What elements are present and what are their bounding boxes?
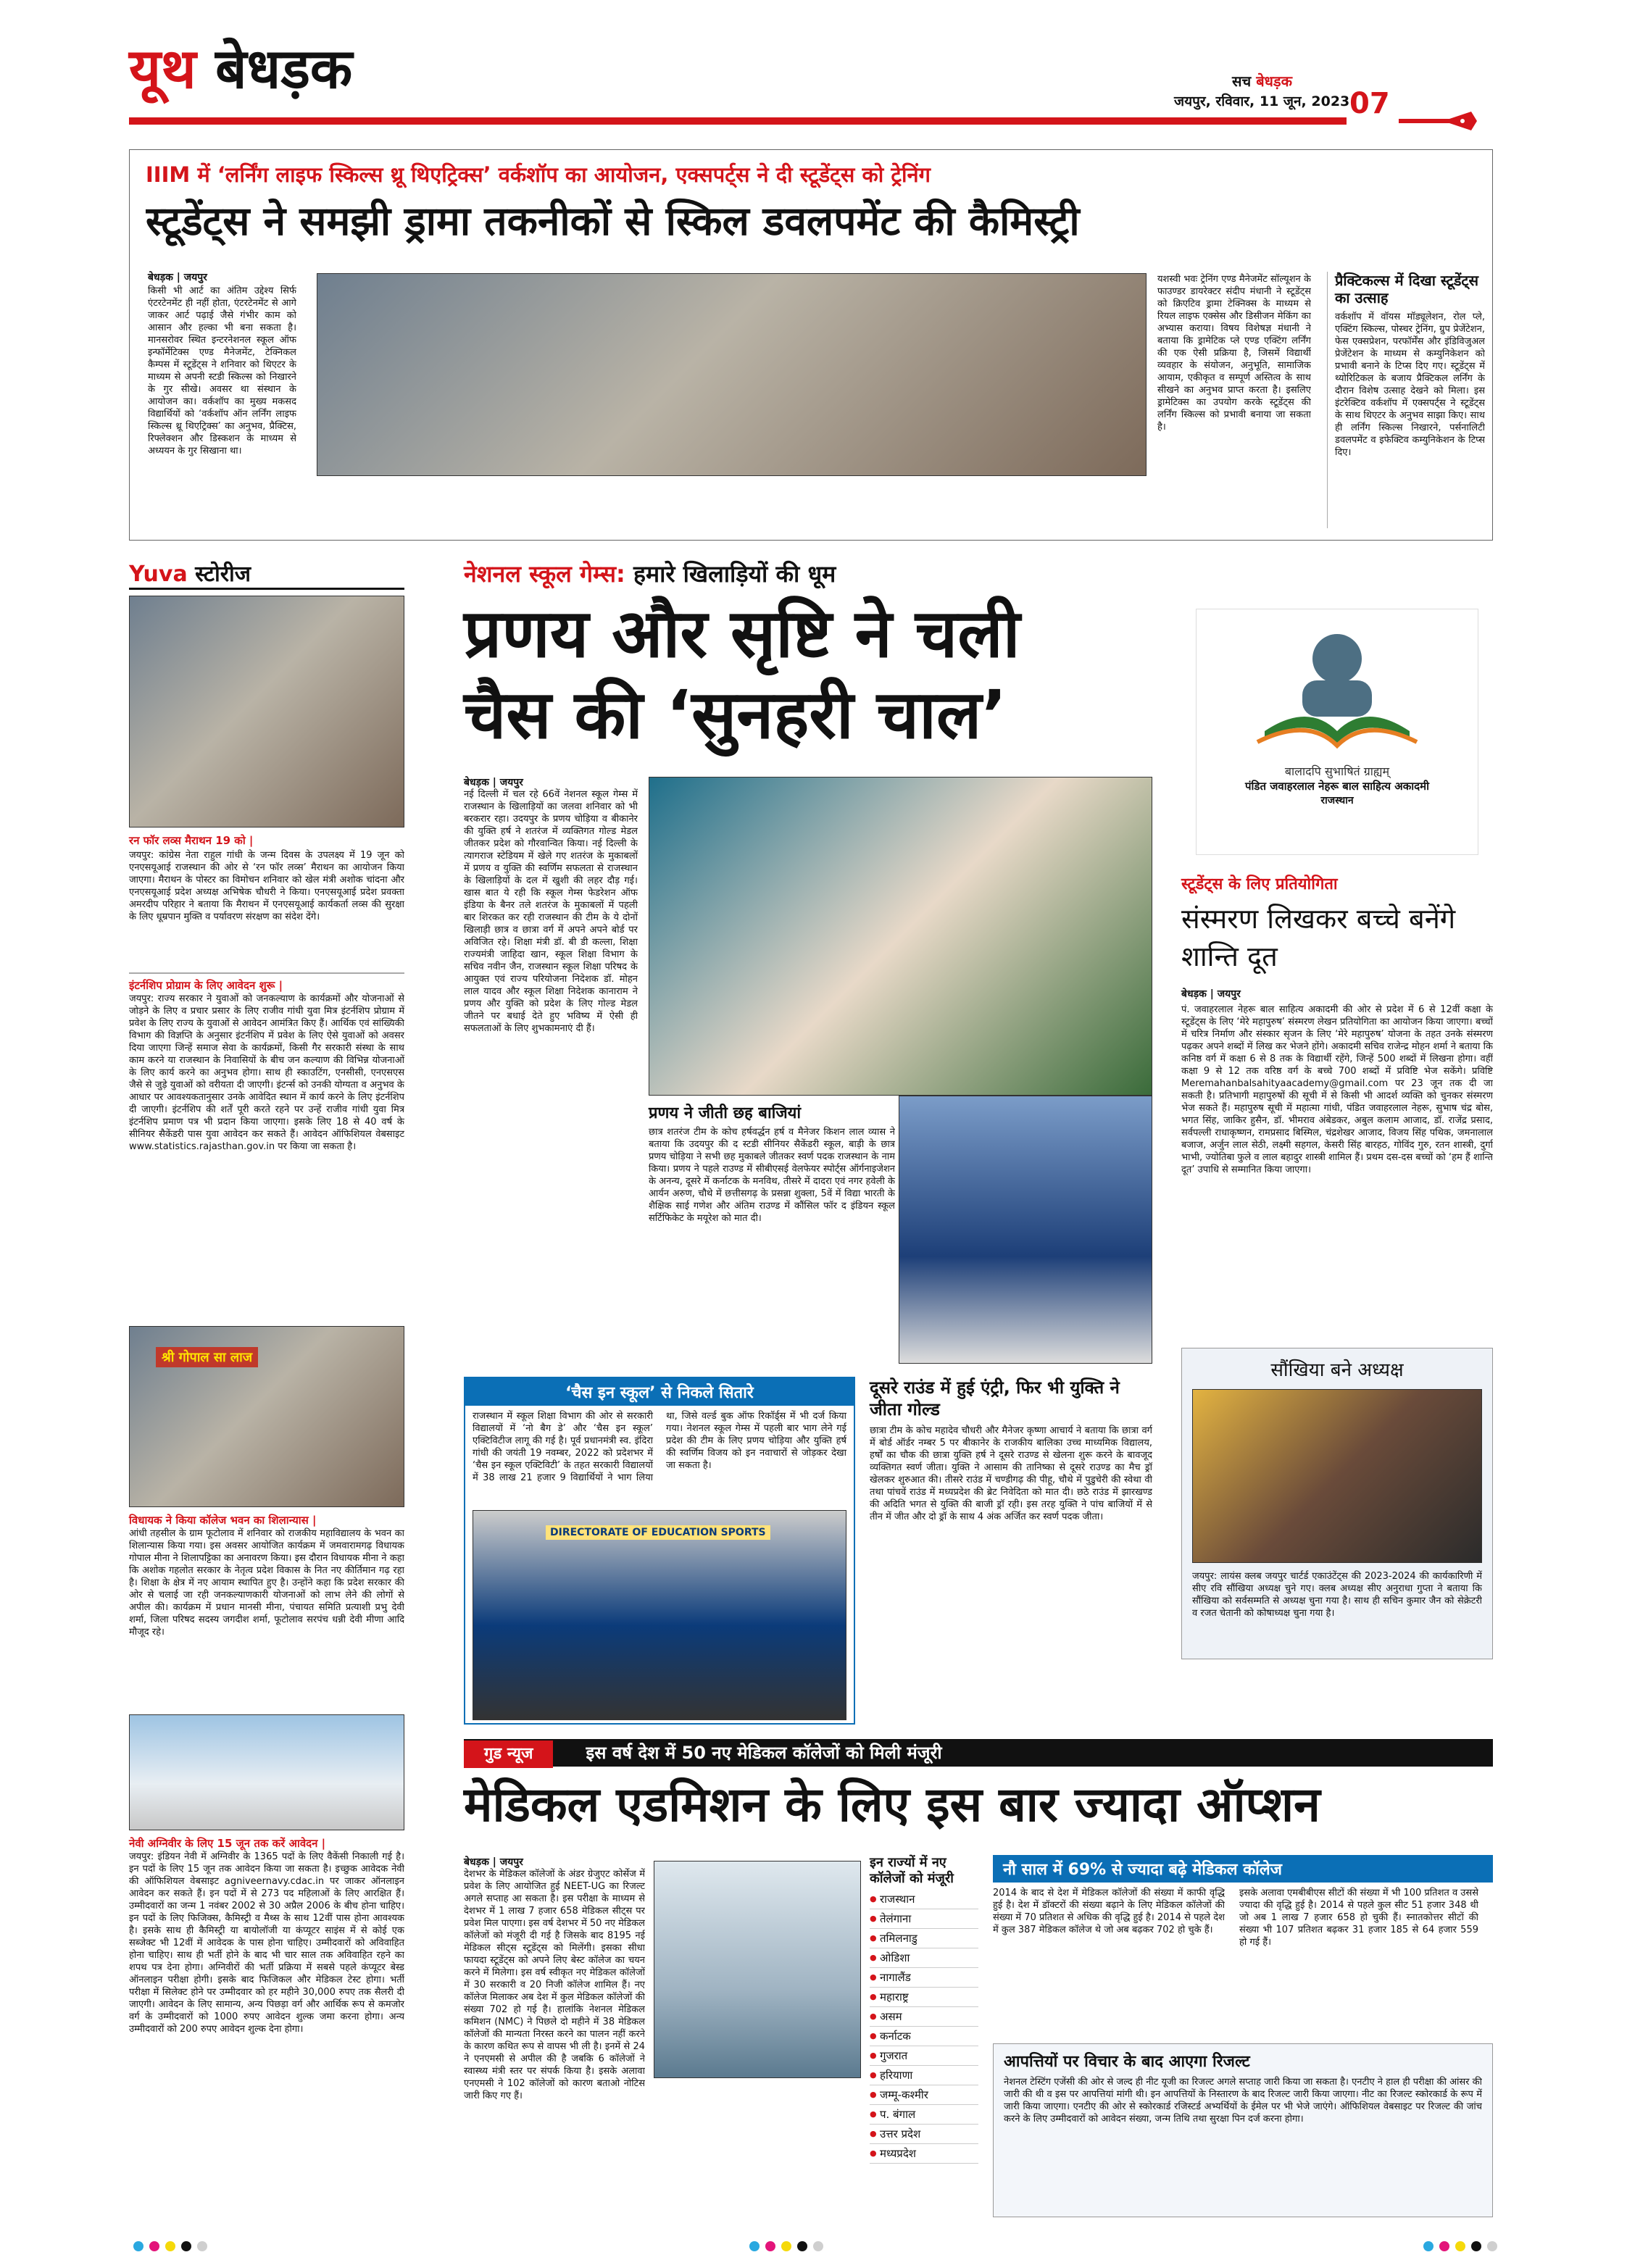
yuva-stories	[129, 558, 404, 2221]
academy-logo	[1196, 609, 1478, 855]
pranay-box	[649, 1096, 895, 1365]
marathon-text: जयपुर: कांग्रेस नेता राहुल गांधी के जन्म दिवस के उपलक्ष्य में 19 जून को एनएसयूआई राजस्थान की ओर से ‘रन फॉर लव्स’ मैराथन का आयोजन किया जाएगा। मैराथन के पोस्टर का विमोचन शनिवार को खेल मंत्री अशोक चांदना और एनएसयूआई प्रदेश अध्यक्ष अभिषेक चौधरी ने किया। एनएसयूआई प्रदेश प्रवक्ता अमरदीप परिहार ने बताया कि मैराथन में एनएसयूआई कार्यकर्ता लव्स की सुरक्षा के लिए धूम्रपान मुक्ति व पर्यावरण संरक्षण का संदेश देंगे।	[129, 850, 404, 922]
college-head: विधायक ने किया कॉलेज भवन का शिलान्यास |	[129, 1514, 317, 1527]
marathon-photo	[129, 596, 404, 827]
state-item: ● प. बंगाल	[870, 2105, 978, 2125]
page-number: 07	[1349, 87, 1390, 120]
good-news-strap	[464, 1739, 1493, 1767]
chess-headline-1: प्रणय और सृष्टि ने चली	[464, 595, 1020, 672]
yukti-head: दूसरे राउंड में हुई एंट्री, फिर भी युक्ति ने जीता गोल्ड	[870, 1377, 1120, 1419]
state-item: ● कर्नाटक	[870, 2027, 978, 2046]
chess-body: नई दिल्ली में चल रहे 66वें नेशनल स्कूल गेम्स में राजस्थान के खिलाड़ियों का जलवा शनिवार को भी बरकरार रहा। उदयपुर के प्रणय चोड़िया व बीकानेर की युक्ति हर्ष ने शतरंज में व्यक्तिगत गोल्ड मेडल जीतकर प्रदेश को गौरवान्वित किया। नई दिल्ली के त्यागराज स्टेडियम में खेले गए शतरंज के मुकाबलों में प्रणय व युक्ति की स्वर्णिम सफलता से राजस्थान के खिलाड़ियों के दल में खुशी की लहर दौड़ गई। खास बात ये रही कि स्कूल गेम्स फेडरेशन ऑफ इंडिया के बैनर तले शतरंज के मुकाबलों में पहली बार शिरकत कर रही राजस्थान की टीम के ये दोनों खिलाड़ी छात्र व छात्रा वर्ग में अपने अपने बोर्ड पर अविजित रहे। शिक्षा मंत्री डॉ. बी डी कल्ला, शिक्षा राज्यमंत्री जाहिदा खान, स्कूल शिक्षा विभाग के सचिव नवीन जैन, राजस्थान स्कूल शिक्षा परिषद के आयुक्त एवं राज्य परियोजना निदेशक डॉ. मोहन लाल यादव और स्कूल शिक्षा निदेशक कानाराम ने प्रणय और युक्ति को प्रदेश के लिए गोल्ड मेडल जीतने पर बधाई देते हुए भविष्य में ऐसी ही सफलताओं के लिए शुभकामनाएं दी हैं।	[464, 789, 638, 1034]
registration-marks-right	[1420, 2240, 1500, 2254]
nine-years-head: नौ साल में 69% से ज्यादा बढ़े मेडिकल कॉलेज	[993, 1855, 1493, 1883]
sansmaran-kicker: स्टूडेंट्स के लिए प्रतियोगिता	[1181, 875, 1338, 893]
yuva-stories-label: स्टोरीज	[195, 562, 251, 587]
result-box	[993, 2043, 1493, 2217]
navy-text: जयपुर: इंडियन नेवी में अग्निवीर के 1365 पदों के लिए वैकेंसी निकाली गई है। इन पदों के लिए 15 जून तक आवेदन किया जा सकता है। इच्छुक आवेदक नेवी की ऑफिशियल वेबसाइट agniveernavy.cdac.in पर जाकर ऑनलाइन आवेदन कर सकते हैं। इन पदों में से 273 पद महिलाओं के लिए आरक्षित हैं। उम्मीदवारों का जन्म 1 नवंबर 2002 से 30 अप्रैल 2006 के बीच होना चाहिए। इन पदों के लिए फिजिक्स, कैमिस्ट्री व मैथ्स के साथ 12वीं पास होना आवश्यक है। इसके साथ ही कैमिस्ट्री या बायोलॉजी या कंप्यूटर साइंस में से कोई एक सब्जेक्ट भी 12वीं में आवेदक के पास होना चाहिए। उम्मीदवारों को अविवाहित होना चाहिए। साथ ही भर्ती होने के बाद भी चार साल तक अविवाहित रहने का शपथ पत्र देना होगा। अग्निवीरों की भर्ती प्रक्रिया में सबसे पहले कंप्यूटर बेस्ड ऑनलाइन परीक्षा होगी। इसके बाद फिजिकल और मेडिकल टेस्ट होगा। भर्ती परीक्षा में सिलेक्ट होने पर उम्मीदवार को हर महीने 30,000 रुपए तक सैलरी दी जाएगी। आवेदन के लिए सामान्य, अन्य पिछड़ा वर्ग और आर्थिक रूप से कमजोर वर्ग के उम्मीदवारों को 1000 रुपए आवेदन शुल्क जमा करना होगा। अन्य उम्मीदवारों को 200 रुपए आवेदन शुल्क देना होगा।	[129, 1851, 404, 2035]
iiim-headline: स्टूडेंट्स ने समझी ड्रामा तकनीकों से स्किल डवलपमेंट की कैमिस्ट्री	[146, 198, 1080, 244]
registration-dot	[1439, 2241, 1449, 2251]
chess-byline: बेधड़क | जयपुर	[464, 777, 523, 788]
college-foundation-photo	[129, 1326, 404, 1507]
academy-state: राजस्थान	[1320, 795, 1354, 806]
sansmaran-byline: बेधड़क | जयपुर	[1181, 988, 1241, 1000]
sach-bedhadak-logo: सच बेधड़क	[1232, 72, 1292, 90]
book-reader-icon	[1236, 622, 1439, 760]
saukhiya-photo	[1192, 1389, 1482, 1563]
sansmaran-headline: संस्मरण लिखकर बच्चे बनेंगे शान्ति दूत	[1181, 903, 1456, 972]
medal-winners-photo	[899, 1096, 1152, 1364]
masthead-brand	[129, 36, 352, 101]
state-item: ● राजस्थान	[870, 1890, 978, 1909]
result-text: नेशनल टेस्टिंग एजेंसी की ओर से जल्द ही नीट यूजी का रिजल्ट अगले सप्ताह जारी किया जा सकता है। एनटीए ने हाल ही परीक्षा की आंसर की जारी की थी व इस पर आपत्तियां मांगी थी। इन आपत्तियों के निस्तारण के बाद रिजल्ट जारी किया जाएगा। नीट का रिजल्ट स्कोरकार्ड के रूप में जारी किया जाएगा। एनटीए की ओर से स्कोरकार्ड रजिस्टर्ड अभ्यर्थियों के ईमेल पर भी भेजे जाएंगे। ऑफिशियल वेबसाइट पर रिजल्ट की जांच करने के लिए उम्मीदवारों को आवेदन संख्या, जन्म तिथि तथा सुरक्षा पिन दर्ज करना होगा।	[1004, 2077, 1482, 2125]
chess-kicker	[464, 558, 1152, 589]
registration-dot	[797, 2241, 807, 2251]
yukti-box	[870, 1377, 1152, 1725]
nine-years-col1: 2014 के बाद से देश में मेडिकल कॉलेजों की संख्या में काफी वृद्धि हुई है। देश में डॉक्टरों की संख्या बढ़ाने के लिए मेडिकल कॉलेजों की संख्या में 70 प्रतिशत से अधिक की वृद्धि हुई है। 2014 से पहले देश में कुल 387 मेडिकल कॉलेज थे जो अब बढ़कर 702 हो चुके हैं।	[993, 1888, 1225, 1935]
college-text: आंधी तहसील के ग्राम फूटोलाव में शनिवार को राजकीय महाविद्यालय के भवन का शिलान्यास किया गया। इस अवसर आयोजित कार्यक्रम में जमवारामगढ़ विधायक गोपाल मीना ने शिलापट्टिका का अनावरण किया। इस दौरान विधायक मीना ने कहा कि अशोक गहलोत सरकार के नेतृत्व प्रदेश विकास के नित नए कीर्तिमान गढ़ रहा है। शिक्षा के क्षेत्र में नए आयाम स्थापित हुए है। उन्होंने कहा कि प्रदेश सरकार की ओर से चलाई जा रही जनकल्याणकारी योजनाओं को लाभ लेने की लोगों से अपील की। कार्यक्रम में प्रधान मानसी मीना, पंचायत समिति प्रत्याशी प्रभु देवी शर्मा, जिला परिषद सदस्य जगदीश शर्मा, फूटोलाव सरपंच धन्नी देवी मीणा आदि मौजूद रहे।	[129, 1528, 404, 1638]
good-news-tag: गुड न्यूज	[464, 1740, 553, 1768]
navy-head: नेवी अग्निवीर के लिए 15 जून तक करें आवेदन |	[129, 1837, 326, 1850]
registration-dot	[781, 2241, 791, 2251]
iiim-group-photo	[317, 273, 1147, 476]
registration-dot	[1471, 2241, 1481, 2251]
registration-dot	[197, 2241, 207, 2251]
iiim-side-head: प्रैक्टिकल्स में दिखा स्टूडेंट्स का उत्साह	[1335, 272, 1479, 307]
iiim-kicker: IIIM में ‘लर्निंग लाइफ स्किल्स थ्रू थिएट्रिक्स’ वर्कशॉप का आयोजन, एक्सपर्ट्स ने दी स्टूडेंट्स को ट्रेनिंग	[146, 162, 931, 187]
registration-dot	[765, 2241, 775, 2251]
chess-kicker-a: नेशनल स्कूल गेम्स:	[464, 560, 625, 588]
chess-kicker-b: हमारे खिलाड़ियों की धूम	[633, 560, 836, 588]
internship-text: जयपुर: राज्य सरकार ने युवाओं को जनकल्याण के कार्यक्रमों और योजनाओं से जोड़ने के लिए व प्रचार प्रसार के लिए राजीव गांधी युवा मित्र इंटर्नशिप प्रोग्राम में प्रवेश के लिए राज्य के युवाओं से आवेदन आमंत्रित किए हैं। आर्थिक एवं सांख्यिकी विभाग की विज्ञप्ति के अनुसार इंटर्नशिप में प्रवेश के लिए ऐसे युवाओं को अवसर दिया जाएगा जिन्हें समाज सेवा के कार्यक्रमों, किसी गैर सरकारी संस्था के साथ काम करने या राजस्थान के निवासियों के बीच जन कल्याण की विभिन्न योजनाओं के लिए कार्य करने का अनुभव होगा। साथ ही स्काउटिंग, एनसीसी, एनएसएस जैसे से जुड़े युवाओं को वरीयता दी जाएगी। इंटर्न्स को उनकी योग्यता व अनुभव के आधार पर आवश्यकतानुसार उनके आवेदित स्थान में कार्य करने के लिए इंटर्नशिप दी जाएगी। इंटर्नशिप की शर्तें पूरी करते रहने पर उन्हें राजीव गांधी युवा मित्र इंटर्नशिप प्रमाण पत्र भी प्रदान किया जाएगा। इसके लिए 18 से 40 वर्ष के सीनियर सैकेंडरी पास युवा आवेदन कर सकते हैं। आवेदन ऑफिशियल वेबसाइट www.statistics.rajasthan.gov.in पर किया जा सकता है।	[129, 993, 404, 1152]
saukhiya-headline: सौंखिया बने अध्यक्ष	[1270, 1359, 1404, 1381]
medical-text: देशभर के मेडिकल कॉलेजों के अंडर ग्रेजुएट कोर्सेज में प्रवेश के लिए आयोजित हुई NEET-UG का रिजल्ट अगले सप्ताह आ सकता है। इस परीक्षा के माध्यम से देशभर में 1 लाख 7 हजार 658 मेडिकल सीट्स पर प्रवेश मिल पाएगा। इस वर्ष देशभर में 50 नए मेडिकल कॉलेजों को मंजूरी दी गई है जिसके बाद 8195 नई मेडिकल सीट्स स्टूडेंट्स को मिलेंगी। इसका सीधा फायदा स्टूडेंट्स को अपने लिए बेस्ट कॉलेज का चयन करने में मिलेगा। इस वर्ष स्वीकृत नए मेडिकल कॉलेजों में 30 सरकारी व 20 निजी कॉलेज शामिल हैं। नए कॉलेज मिलाकर अब देश में कुल मेडिकल कॉलेजों की संख्या 702 हो गई है। हालांकि नेशनल मेडिकल कमिशन (NMC) ने पिछले दो महीने में 38 मेडिकल कॉलेजों की मान्यता निरस्त करने का पालन नहीं करने के कारण कथित रूप से वापस भी ली है। इनमें से 24 ने एनएमसी से अपील की है जबकि 6 कॉलेजों ने स्वास्थ्य मंत्री स्तर पर संपर्क किया है। इसके अलावा एनएमसी ने 102 कॉलेजों को कारण बताओ नोटिस जारी किए गए हैं।	[464, 1869, 645, 2101]
iiim-body-col2: यशस्वी भवः ट्रेनिंग एण्ड मैनेजमेंट सॉल्यूशन के फाउण्डर डायरेक्टर संदीप मंधानी ने स्टूडेंट्स को क्रिएटिव ड्रामा टेक्निक्स के माध्यम से रियल लाइफ एक्सेस और डिसीजन मेकिंग का अभ्यास कराया। विषय विशेषज्ञ मंधानी ने बताया कि ड्रामेटिक प्ले एण्ड एक्टिंग लर्निंग की एक ऐसी प्रक्रिया है, जिसमें विद्यार्थी व्यवहार के संयोजन, अनुभूति, सामाजिक आयाम, एकीकृत व सम्पूर्ण अस्तित्व के साथ सीखने का अनुभव प्राप्त करता है। इसलिए ड्रामेटिक्स का उपयोग करके स्टूडेंट्स की लर्निंग स्किल्स को प्रभावी बनाया जा सकता है।	[1157, 274, 1311, 433]
state-item: ● ओडिशा	[870, 1948, 978, 1968]
registration-dot	[813, 2241, 823, 2251]
chess-in-school-text: राजस्थान में स्कूल शिक्षा विभाग की ओर से सरकारी विद्यालयों में ‘नो बैग डे’ और ‘चैस इन स्कूल’ एक्टिविटीज लागू की गई है। पूर्व प्रधानमंत्री स्व. इंदिरा गांधी की जयंती 19 नवम्बर, 2022 को प्रदेशभर में ‘चैस इन स्कूल एक्टिविटी’ के तहत सरकारी विद्यालयों में 38 लाख 21 हजार 9 विद्यार्थियों ने भाग लिया था, जिसे वर्ल्ड बुक ऑफ रिकॉर्ड्स में भी दर्ज किया गया। नेशनल स्कूल गेम्स में पहली बार भाग लेने गई प्रदेश की टीम के लिए प्रणय चोड़िया और युक्ति हर्ष की स्वर्णिम विजय को इन नवाचारों से जोड़कर देखा जा सकता है।	[473, 1411, 846, 1483]
nine-years-col2: इसके अलावा एमबीबीएस सीटों की संख्या में भी 100 प्रतिशत व उससे ज्यादा की वृद्धि हुई है। 2014 से पहले कुल सीट 51 हजार 348 थी जो अब 1 लाख 7 हजार 658 हो चुकी हैं। स्नातकोत्तर सीटों की संख्या भी 107 प्रतिशत बढ़कर 31 हजार 185 से 64 हजार 559 हो गई हैं।	[1239, 1888, 1478, 1948]
states-box	[870, 1855, 978, 2217]
registration-dot	[1487, 2241, 1497, 2251]
iiim-side-box	[1327, 272, 1485, 528]
state-item: ● जम्मू-कश्मीर	[870, 2085, 978, 2105]
states-list	[870, 1890, 978, 2164]
internship-head: इंटर्नशिप प्रोग्राम के लिए आवेदन शुरू |	[129, 979, 283, 992]
registration-marks-left	[130, 2240, 210, 2254]
registration-dot	[133, 2241, 143, 2251]
academy-tagline: बालादपि सुभाषितं ग्राह्यम्	[1284, 764, 1390, 778]
iiim-story	[129, 149, 1493, 541]
iiim-body-col1: किसी भी आर्ट का अंतिम उद्देश्य सिर्फ एंटरटेनमेंट ही नहीं होता, एंटरटेनमेंट से आगे जाकर आर्ट पढ़ाई जैसे गंभीर काम को आसान और हल्का भी बना सकता है। मानसरोवर स्थित इन्टरनेशनल स्कूल ऑफ इन्फॉर्मेटिक्स एण्ड मैनेजमेंट, टेक्निकल कैम्पस में स्टूडेंट्स ने शनिवार को थिएटर के माध्यम से अपनी स्टडी स्किल्स को निखारने के गुर सीखे। अवसर था संस्थान के आयोजन का। वर्कशॉप का मुख्य मकसद विद्यार्थियों को ‘वर्कशॉप ऑन लर्निंग लाइफ स्किल्स थ्रू थिएट्रिक्स’ का अनुभव, प्रैक्टिस, रिफ्लेक्शन और डिस्कशन के माध्यम से अध्ययन के गुर सिखाना था।	[148, 285, 296, 456]
internship-box	[129, 972, 404, 1316]
registration-dot	[149, 2241, 159, 2251]
state-item: ● महाराष्ट्र	[870, 1988, 978, 2007]
nine-years-box	[993, 1855, 1493, 2033]
state-item: ● उत्तर प्रदेश	[870, 2125, 978, 2144]
directorate-banner: DIRECTORATE OF EDUCATION SPORTS	[546, 1525, 770, 1540]
chess-headline-2: चैस की ‘सुनहरी चाल’	[464, 676, 1007, 754]
saukhiya-box	[1181, 1348, 1493, 1659]
state-item: ● हरियाणा	[870, 2066, 978, 2085]
result-head: आपत्तियों पर विचार के बाद आएगा रिजल्ट	[1004, 2053, 1250, 2071]
registration-dot	[165, 2241, 175, 2251]
marathon-head: रन फॉर लव्स मैराथन 19 को |	[129, 834, 254, 847]
iiim-side-text: वर्कशॉप में वॉयस मॉड्यूलेशन, रोल प्ले, एक्टिंग स्किल्स, पोस्चर ट्रेनिंग, ग्रुप प्रेजेंटेशन, फेस एक्सप्रेशन, परफॉर्मेंस और इंडिविजुअल प्रेजेंटेशन के माध्यम से कम्युनिकेशन को प्रभावी बनाने के टिप्स दिए गए। स्टूडेंट्स में थ्योरिटिकल के बजाय प्रैक्टिकल लर्निंग के दौरान विशेष उत्साह देखने को मिला। इस इंटरेक्टिव वर्कशॉप में एक्सपर्ट्स ने स्टूडेंट्स के साथ थिएटर के अनुभव साझा किए। साथ ही लर्निंग स्किल्स निखारने, पर्सनालिटी डवलपमेंट व इफेक्टिव कम्युनिकेशन के टिप्स दिए।	[1335, 312, 1485, 458]
yuva-title	[129, 558, 404, 590]
registration-dot	[1423, 2241, 1433, 2251]
saukhiya-text: जयपुर: लायंस क्लब जयपुर चार्टर्ड एकाउंटेंट्स की 2023-2024 की कार्यकारिणी में सीए रवि सौंखिया अध्यक्ष चुने गए। क्लब अध्यक्ष सीए अनुराधा गुप्ता ने बताया कि सौंखिया को सर्वसम्मति से अध्यक्ष चुना गया है। साथ ही सचिन कुमार जैन को सेक्रेटरी व रजत चेतानी को कोषाध्यक्ष चुना गया है।	[1192, 1571, 1482, 1619]
state-item: ● तमिलनाडु	[870, 1929, 978, 1948]
sansmaran-text: पं. जवाहरलाल नेहरू बाल साहित्य अकादमी की ओर से प्रदेश में 6 से 12वीं कक्षा के स्टूडेंट्स के लिए ‘मेरे महापुरुष’ संस्मरण लेखन प्रतियोगिता का आयोजन किया जाएगा। बच्चों में चरित्र निर्माण और संस्कार सृजन के लिए ‘मेरे महापुरुष’ योजना के तहत उनके संस्मरण पढ़कर अपने शब्दों में लिख कर भेजने होंगे। अकादमी सचिव राजेन्द्र मोहन शर्मा ने बताया कि कनिष्ठ वर्ग में कक्षा 6 से 8 तक के विद्यार्थी रहेंगे, जिन्हें 500 शब्दों में लिखना होगा। वहीं कक्षा 9 से 12 तक वरिष्ठ वर्ग के बच्चे 700 शब्दों में प्रविष्टि भेज सकेंगे। प्रविष्टि Meremahanbalsahityaacademy@gmail.com पर 23 जून तक दी जा सकती है। प्रतिभागी महापुरुषों की सूची में से किसी भी आदर्श व्यक्ति को चुनकर संस्मरण भेज सकते हैं। महापुरुष सूची में महात्मा गांधी, पंडित जवाहरलाल नेहरू, सुभाष चंद्र बोस, भगत सिंह, जाकिर हुसैन, डॉ. भीमराव अंबेडकर, अबुल कलाम आजाद, डॉ. राजेंद्र प्रसाद, सर्वपल्ली राधाकृष्णन, रामप्रसाद बिस्मिल, चंद्रशेखर आजाद, विजय सिंह पथिक, जमनालाल बजाज, अर्जुन लाल सेठी, लक्ष्मी सहगल, केसरी सिंह बारहठ, गोविंद गुरु, रतन शास्त्री, दुर्गा भाभी, ज्योतिबा फुले व लाल बहादुर शास्त्री शामिल हैं। प्रथम दस-दस बच्चों को ‘हम हैं शान्ति दूत’ उपाधि से सम्मानित किया जाएगा।	[1181, 1004, 1493, 1175]
state-item: ● गुजरात	[870, 2046, 978, 2066]
chess-in-school-head: ‘चैस इन स्कूल’ से निकले सितारे	[465, 1378, 854, 1406]
brand-bedhadak: बेधड़क	[215, 36, 353, 101]
good-news-strap-text: इस वर्ष देश में 50 नए मेडिकल कॉलेजों को मिली मंजूरी	[586, 1743, 942, 1763]
chess-in-school-box	[464, 1377, 855, 1725]
registration-dot	[1455, 2241, 1465, 2251]
state-item: ● नागालैंड	[870, 1968, 978, 1988]
registration-dot	[181, 2241, 191, 2251]
pranay-head: प्रणय ने जीती छह बाजियां	[649, 1104, 802, 1122]
pranay-text: छात्र शतरंज टीम के कोच हर्षवर्द्धन हर्ष व मैनेजर किशन लाल व्यास ने बताया कि उदयपुर की द स्टडी सीनियर सैकेंडरी स्कूल, बाड़ी के छात्र प्रणय चोड़िया ने सभी छह मुकाबले जीतकर स्वर्ण पदक राजस्थान के नाम किया। प्रणय ने पहले राउण्ड में सीबीएसई वेलफेयर स्पोर्ट्स ऑर्गनाइजेशन के अनन्य, दूसरे में कर्नाटक के मनविथ, तीसरे में दादरा एवं नगर हवेली के आर्यन अरुण, चौथे में छत्तीसगढ़ के प्रसन्ना शुक्ला, 5वें में विद्या भारती के शैक्षिक साई गणेश और अंतिम राउण्ड में कौंसिल फॉर द इंडियन स्कूल सर्टिफिकेट के मयूरेश को मात दी।	[649, 1127, 895, 1224]
iiim-byline: बेधड़क | जयपुर	[148, 272, 207, 283]
issue-dateline: जयपुर, रविवार, 11 जून, 2023	[1174, 93, 1350, 109]
yukti-text: छात्रा टीम के कोच महादेव चौधरी और मैनेजर कृष्णा आचार्य ने बताया कि छात्रा वर्ग में बोर्ड ऑर्डर नम्बर 5 पर बीकानेर के राजकीय बालिका उच्च माध्यमिक विद्यालय, हर्षों का चौक की छात्रा युक्ति हर्ष ने दूसरे राउण्ड से खेलना शुरू करने के बावजूद व्यक्तिगत स्वर्ण जीता। युक्ति ने आसाम की तानिष्का से दूसरे राउण्ड का मैच ड्रॉ खेलकर शुरुआत की। तीसरे राउंड में चण्डीगढ़ की पीहू, चौथे में पुडुचेरी की स्वेथा वी तथा पांचवें राउंड में मध्यप्रदेश की ब्रेट निवेदिता को मात दी। छठे राउंड में झारखण्ड की अदिति भगत से युक्ति की बाजी ड्रॉ रही। इस तरह युक्ति ने पांच बाजियों में से तीन में जीत और दो ड्रॉ के साथ 4 अंक अर्जित कर स्वर्ण पदक जीता।	[870, 1425, 1152, 1522]
registration-marks-center	[746, 2240, 826, 2254]
yuva-badge: Yuva	[129, 562, 188, 587]
navy-photo	[129, 1714, 404, 1830]
foundation-banner: श्री गोपाल सा लाज	[156, 1347, 258, 1367]
pen-nib-icon	[1399, 109, 1478, 133]
academy-name: पंडित जवाहरलाल नेहरू बाल साहित्य अकादमी	[1245, 780, 1429, 793]
chess-players-photo	[649, 777, 1152, 1096]
brand-youth: यूथ	[129, 36, 196, 101]
chess-team-photo	[473, 1510, 846, 1720]
sansmaran-story	[1181, 609, 1493, 1283]
state-item: ● तेलंगाना	[870, 1909, 978, 1929]
masthead-red-rule	[129, 117, 1347, 125]
states-head: इन राज्यों में नए कॉलेजों को मंजूरी	[870, 1855, 954, 1886]
medical-byline: बेधड़क | जयपुर	[464, 1856, 523, 1868]
masthead	[0, 0, 1627, 145]
medical-story	[464, 1739, 1493, 2217]
chess-story	[464, 558, 1152, 1725]
state-item: ● असम	[870, 2007, 978, 2027]
medical-headline: मेडिकल एडमिशन के लिए इस बार ज्यादा ऑप्शन	[464, 1777, 1320, 1833]
doctor-photo	[654, 1861, 861, 2078]
state-item: ● मध्यप्रदेश	[870, 2144, 978, 2164]
registration-dot	[749, 2241, 760, 2251]
